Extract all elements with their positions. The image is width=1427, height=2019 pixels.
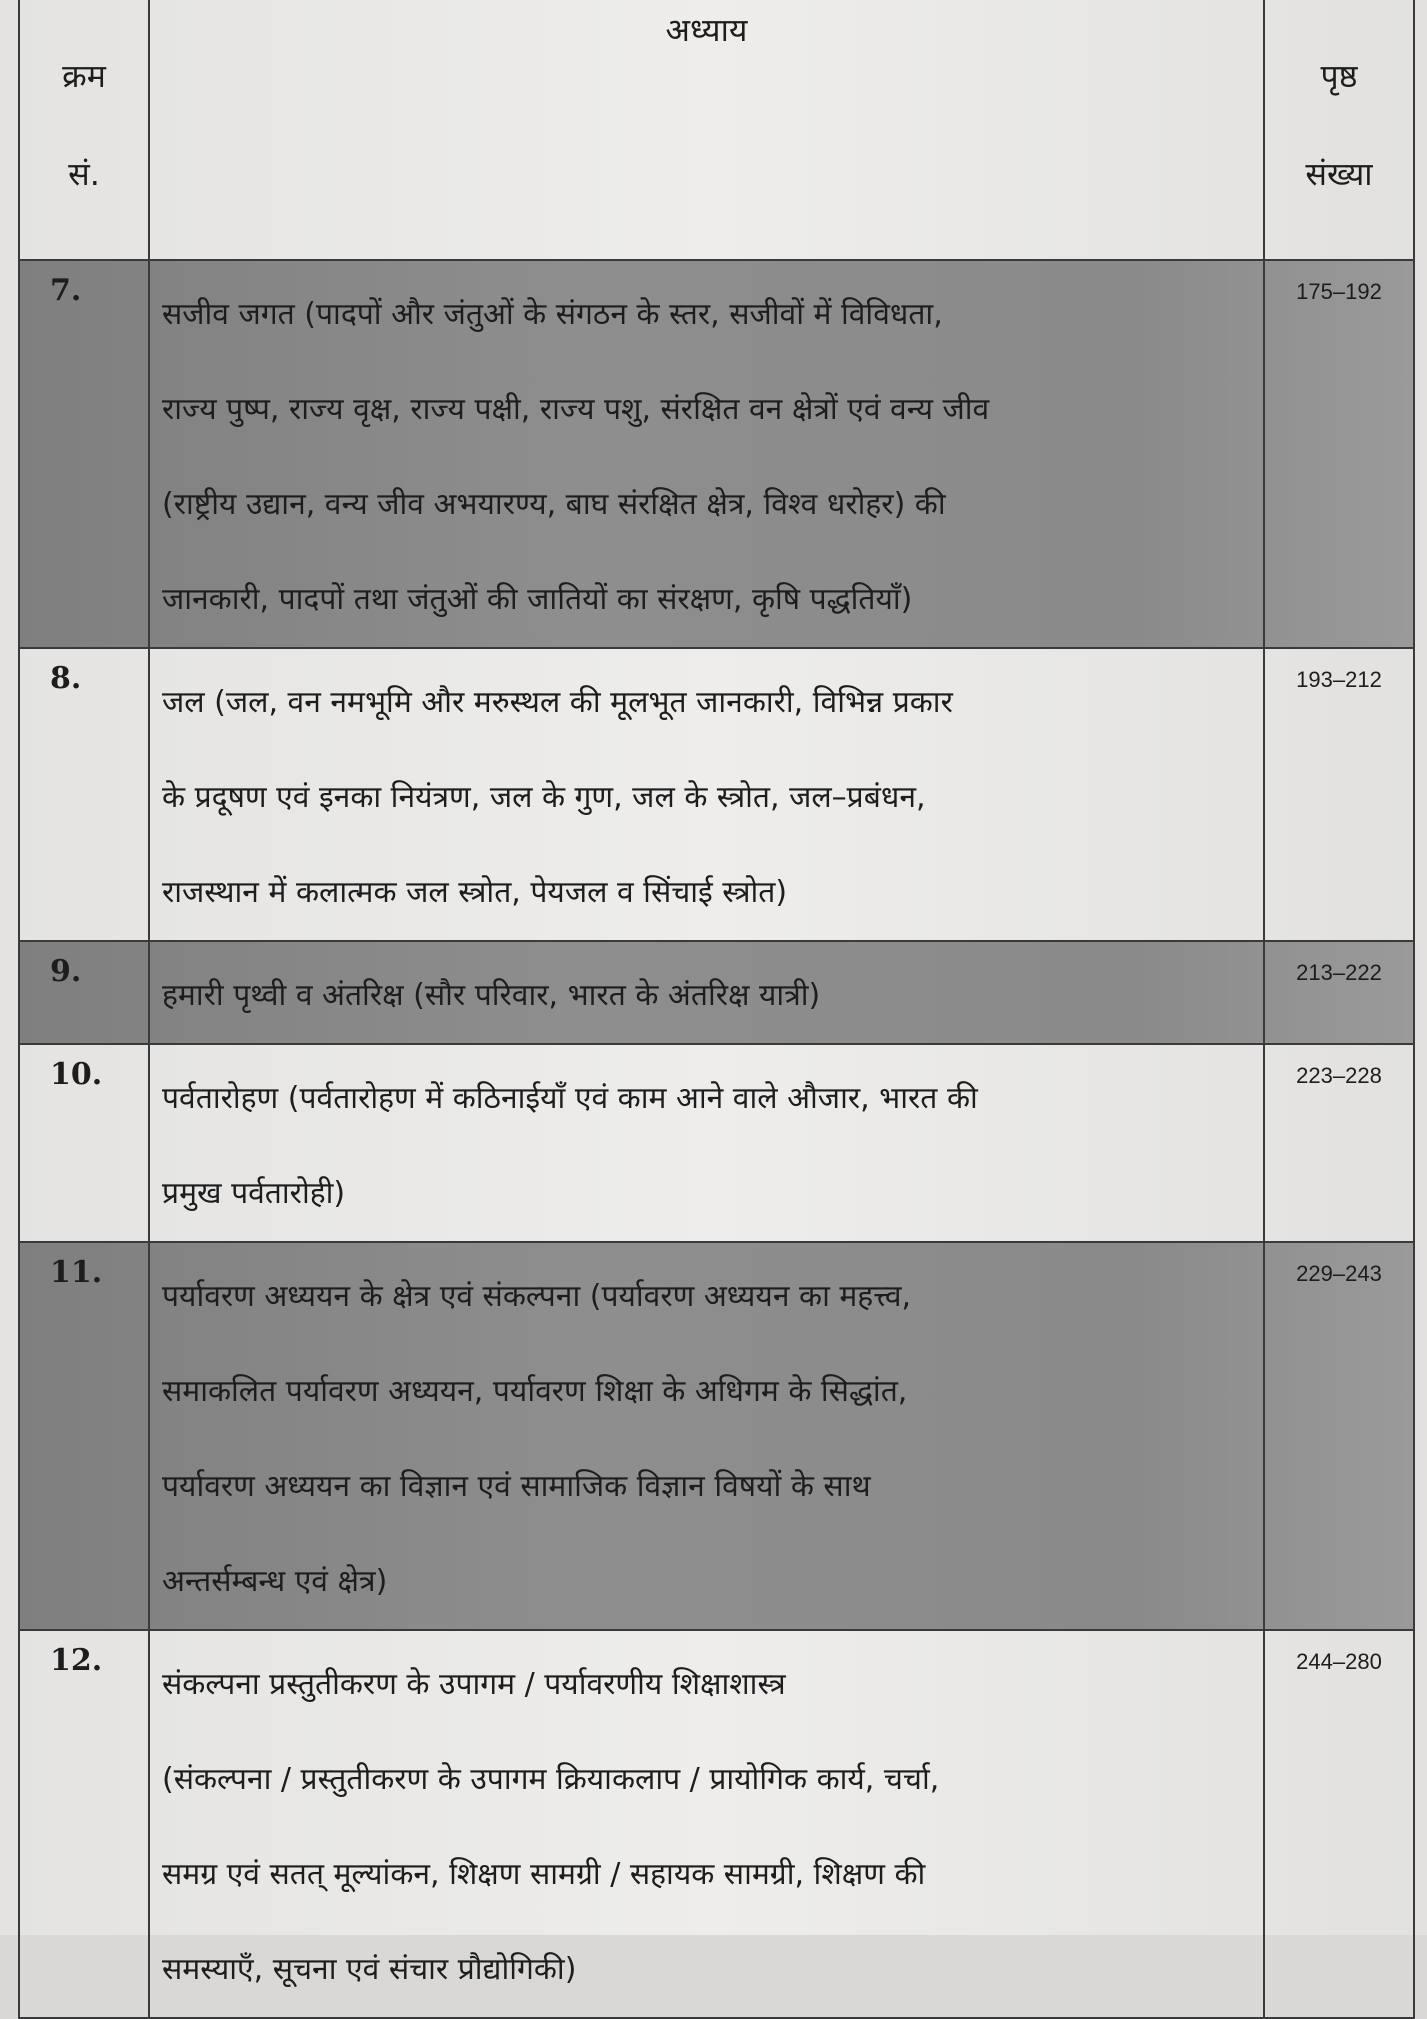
chapter-line: (राष्ट्रीय उद्यान, वन्य जीव अभयारण्य, बाघ संरक्षित क्षेत्र, विश्व धरोहर) की: [162, 487, 946, 522]
serial-header-line1: क्रम: [62, 57, 106, 95]
row-number: 10.: [19, 1044, 149, 1242]
table-row: [19, 941, 1414, 1044]
page-header-line1: पृष्ठ: [1320, 57, 1358, 95]
chapter-line: (संकल्पना / प्रस्तुतीकरण के उपागम क्रियाकलाप / प्रायोगिक कार्य, चर्चा,: [162, 1762, 940, 1797]
chapter-line: राजस्थान में कलात्मक जल स्त्रोत, पेयजल व सिंचाई स्त्रोत): [162, 875, 788, 910]
page-range: 244–280: [1264, 1630, 1414, 2018]
table-row: [19, 1630, 1414, 2018]
chapter-cell: [149, 1630, 1264, 2018]
chapter-line: समस्याएँ, सूचना एवं संचार प्रौद्योगिकी): [162, 1952, 577, 1987]
chapter-line: पर्यावरण अध्ययन के क्षेत्र एवं संकल्पना (पर्यावरण अध्ययन का महत्त्व,: [162, 1279, 912, 1314]
row-number: 11.: [19, 1242, 149, 1630]
table-row: [19, 1242, 1414, 1630]
page-range: 213–222: [1264, 941, 1414, 1044]
chapter-line: हमारी पृथ्वी व अंतरिक्ष (सौर परिवार, भारत के अंतरिक्ष यात्री): [162, 978, 821, 1013]
chapter-cell: [149, 648, 1264, 941]
table-row: [19, 260, 1414, 648]
page-range: 175–192: [1264, 260, 1414, 648]
page-header: [1264, 0, 1414, 260]
chapter-line: जानकारी, पादपों तथा जंतुओं की जातियों का संरक्षण, कृषि पद्धतियाँ): [162, 582, 913, 617]
page-range: 229–243: [1264, 1242, 1414, 1630]
row-number: 8.: [19, 648, 149, 941]
row-number: 9.: [19, 941, 149, 1044]
chapter-line: अन्तर्सम्बन्ध एवं क्षेत्र): [162, 1564, 388, 1599]
chapter-cell: [149, 1242, 1264, 1630]
chapter-line: संकल्पना प्रस्तुतीकरण के उपागम / पर्यावरणीय शिक्षाशास्त्र: [162, 1667, 786, 1702]
chapter-cell: [149, 1044, 1264, 1242]
serial-header: [19, 0, 149, 260]
row-number: 7.: [19, 260, 149, 648]
table-header-row: [19, 0, 1414, 260]
chapter-header: अध्याय: [149, 0, 1264, 260]
page-range: 223–228: [1264, 1044, 1414, 1242]
table-row: [19, 1044, 1414, 1242]
chapter-cell: [149, 941, 1264, 1044]
page-range: 193–212: [1264, 648, 1414, 941]
chapter-line: सजीव जगत (पादपों और जंतुओं के संगठन के स्तर, सजीवों में विविधता,: [162, 297, 943, 332]
chapter-line: के प्रदूषण एवं इनका नियंत्रण, जल के गुण, जल के स्त्रोत, जल–प्रबंधन,: [162, 780, 926, 815]
chapter-line: पर्वतारोहण (पर्वतारोहण में कठिनाईयाँ एवं काम आने वाले औजार, भारत की: [162, 1081, 978, 1116]
table-row: [19, 648, 1414, 941]
chapter-cell: [149, 260, 1264, 648]
chapter-line: राज्य पुष्प, राज्य वृक्ष, राज्य पक्षी, राज्य पशु, संरक्षित वन क्षेत्रों एवं वन्य जीव: [162, 392, 990, 427]
chapter-line: समाकलित पर्यावरण अध्ययन, पर्यावरण शिक्षा के अधिगम के सिद्धांत,: [162, 1374, 908, 1409]
chapter-line: पर्यावरण अध्ययन का विज्ञान एवं सामाजिक विज्ञान विषयों के साथ: [162, 1469, 871, 1504]
row-number: 12.: [19, 1630, 149, 2018]
chapter-line: प्रमुख पर्वतारोही): [162, 1176, 346, 1211]
serial-header-line2: सं.: [68, 155, 100, 193]
chapter-line: जल (जल, वन नमभूमि और मरुस्थल की मूलभूत जानकारी, विभिन्न प्रकार: [162, 685, 953, 720]
page-header-line2: संख्या: [1305, 155, 1373, 193]
chapter-line: समग्र एवं सतत् मूल्यांकन, शिक्षण सामग्री / सहायक सामग्री, शिक्षण की: [162, 1857, 926, 1892]
contents-table: [18, 0, 1415, 2019]
